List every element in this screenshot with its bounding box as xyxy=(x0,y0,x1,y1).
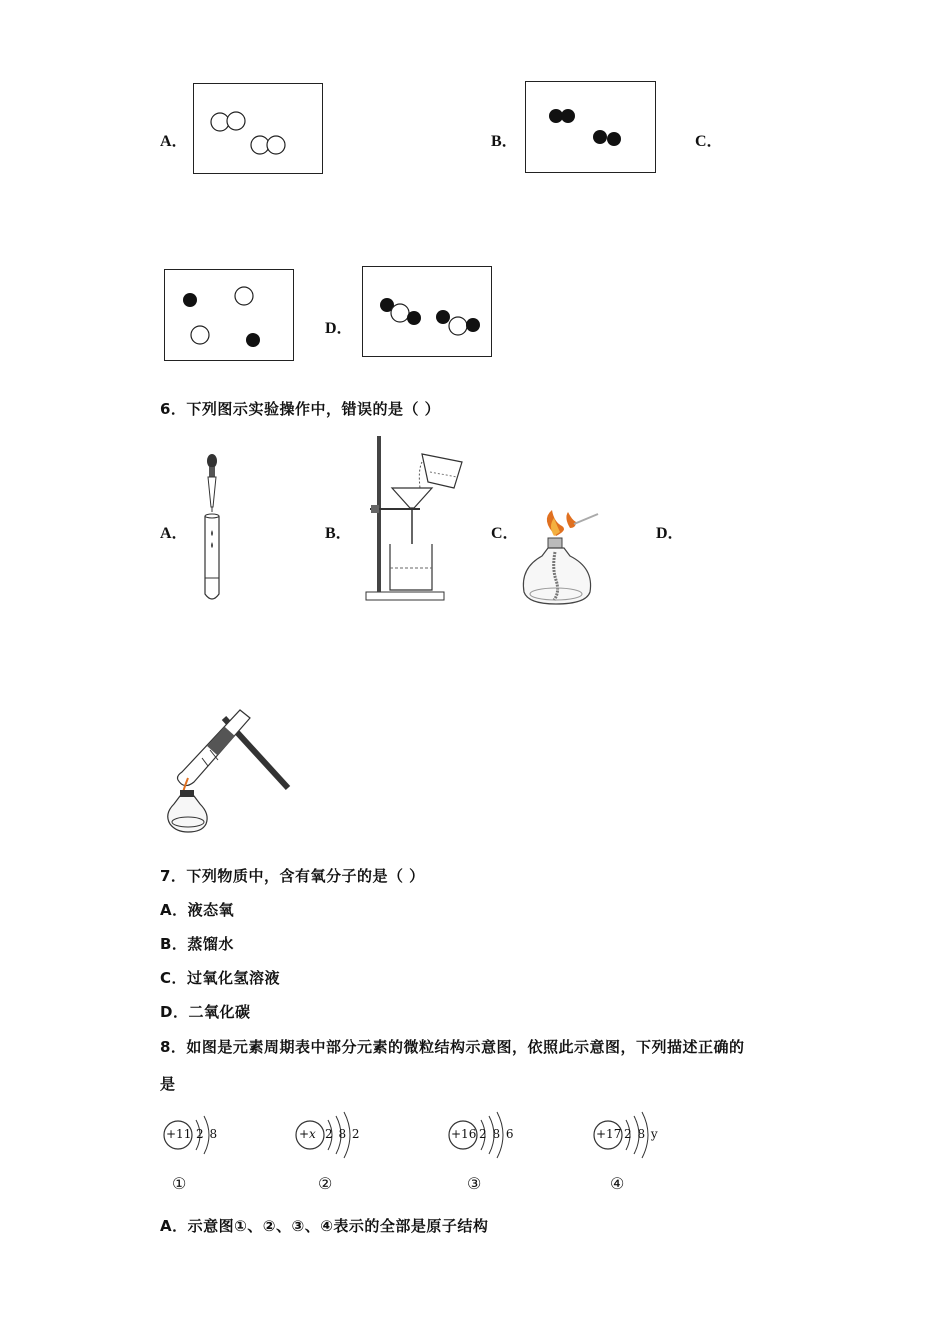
electron-counts: 2 8 xyxy=(196,1127,219,1141)
solid-atom xyxy=(436,310,450,324)
q5-option-b-label: B． xyxy=(491,133,518,150)
electron-counts: 2 8 y xyxy=(624,1127,659,1141)
hollow-atom xyxy=(391,304,409,322)
solid-atom xyxy=(561,109,575,123)
diagram-mark: ③ xyxy=(467,1174,482,1193)
q5-option-d-molecules xyxy=(363,267,491,356)
hollow-atom xyxy=(235,287,253,305)
q6-option-b-label: B． xyxy=(325,525,352,542)
atom-diagram-4 xyxy=(590,1108,670,1198)
q6-option-a-label: A． xyxy=(160,525,188,542)
hollow-atom xyxy=(191,326,209,344)
diagram-mark: ① xyxy=(172,1174,187,1193)
solid-atom xyxy=(593,130,607,144)
electron-counts: 2 8 6 xyxy=(479,1127,515,1141)
q5-option-c-label: C． xyxy=(695,133,723,150)
nucleus-charge: +16 xyxy=(451,1127,477,1141)
hollow-atom xyxy=(227,112,245,130)
dropper-test-tube-illustration xyxy=(195,452,235,607)
diagram-mark: ④ xyxy=(610,1174,625,1193)
electron-counts: 2 8 2 xyxy=(325,1127,361,1141)
atom-diagram-3 xyxy=(445,1108,525,1198)
hollow-atom xyxy=(449,317,467,335)
q7-option-a: A．液态氧 xyxy=(160,901,235,919)
q7-option-c: C．过氧化氢溶液 xyxy=(160,969,281,987)
q5-option-b-box xyxy=(525,81,656,173)
q5-option-d-box xyxy=(362,266,492,357)
q8-stem-line2: 是 xyxy=(160,1075,176,1093)
atom-diagram-1 xyxy=(160,1108,230,1198)
alcohol-lamp-lighting-illustration xyxy=(518,508,608,612)
solid-atom xyxy=(407,311,421,325)
nucleus-charge: +17 xyxy=(596,1127,622,1141)
solid-atom xyxy=(607,132,621,146)
q8-option-a: A．示意图①、②、③、④表示的全部是原子结构 xyxy=(160,1217,489,1235)
nucleus-charge: +11 xyxy=(166,1127,192,1141)
q6-option-d-label: D． xyxy=(656,525,684,542)
hollow-atom xyxy=(267,136,285,154)
q5-option-a-molecules xyxy=(194,84,322,173)
q5-option-a-label: A． xyxy=(160,133,188,150)
solid-atom xyxy=(466,318,480,332)
nucleus-charge: +x xyxy=(299,1127,316,1141)
q6-stem: 6．下列图示实验操作中，错误的是（ ） xyxy=(160,400,441,418)
atom-diagram-2 xyxy=(292,1108,372,1198)
hollow-atom xyxy=(211,113,229,131)
q8-stem-line1: 8．如图是元素周期表中部分元素的微粒结构示意图，依照此示意图，下列描述正确的 xyxy=(160,1038,745,1056)
q6-option-c-label: C． xyxy=(491,525,519,542)
q7-stem: 7．下列物质中，含有氧分子的是（ ） xyxy=(160,867,425,885)
q5-option-d-label: D． xyxy=(325,320,353,337)
q7-option-b: B．蒸馏水 xyxy=(160,935,234,953)
q5-option-c-box xyxy=(164,269,294,361)
filtration-illustration xyxy=(362,432,472,604)
q5-option-c-atoms xyxy=(165,270,293,360)
heating-test-tube-illustration xyxy=(162,700,297,840)
solid-atom xyxy=(246,333,260,347)
diagram-mark: ② xyxy=(318,1174,333,1193)
solid-atom xyxy=(549,109,563,123)
hollow-atom xyxy=(251,136,269,154)
q5-option-b-molecules xyxy=(526,82,655,172)
q7-option-d: D．二氧化碳 xyxy=(160,1003,251,1021)
q5-option-a-box xyxy=(193,83,323,174)
solid-atom xyxy=(183,293,197,307)
